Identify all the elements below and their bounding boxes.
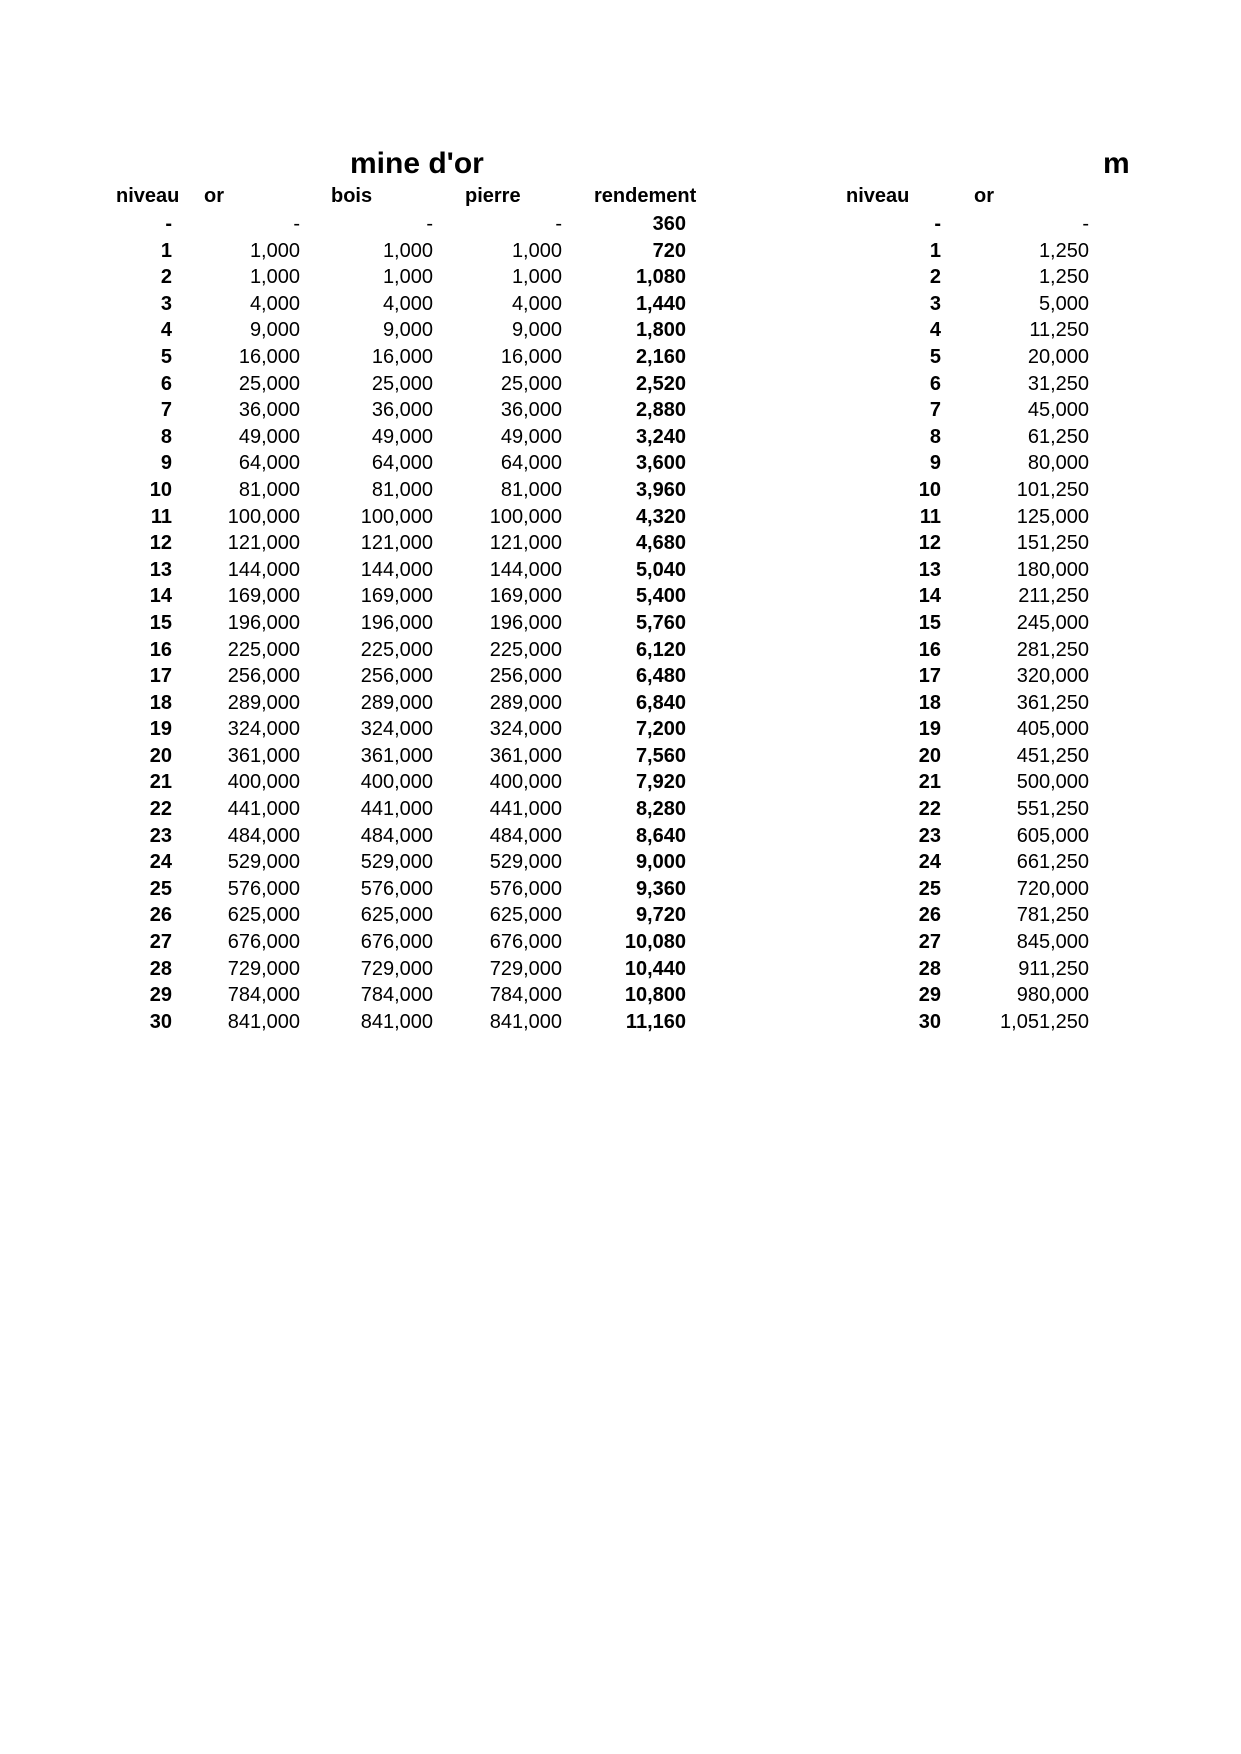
header-bois: bois	[331, 185, 373, 207]
table-row	[0, 423, 1241, 450]
table-cell: 11,250	[1029, 319, 1089, 342]
table-cell: 360	[652, 213, 686, 235]
table-cell: 16	[918, 638, 941, 661]
table-cell: 121,000	[227, 532, 300, 555]
table-cell: 14	[918, 585, 941, 608]
table-cell: 451,250	[1016, 744, 1089, 767]
table-cell: 169,000	[489, 585, 562, 608]
table-cell: 10,080	[624, 931, 686, 954]
table-cell: 196,000	[227, 611, 300, 634]
table-cell: 720,000	[1016, 877, 1089, 900]
table-cell: 529,000	[489, 851, 562, 874]
table-cell: 1	[160, 239, 172, 262]
table-cell: 6	[929, 372, 941, 395]
table-cell: 21	[149, 771, 172, 794]
table-cell: 5,000	[1038, 292, 1089, 315]
table-cell: 576,000	[489, 877, 562, 900]
table-cell: 320,000	[1016, 665, 1089, 688]
table-cell: 8	[929, 425, 941, 448]
table-cell: 169,000	[227, 585, 300, 608]
table-cell: 1,440	[635, 292, 686, 315]
table-cell: 9,000	[249, 319, 300, 342]
header-niveau-2: niveau	[846, 185, 910, 207]
table-cell: 80,000	[1027, 452, 1089, 475]
table-cell: 23	[149, 824, 172, 847]
table-cell: 24	[149, 851, 172, 874]
table-cell: 81,000	[238, 478, 300, 501]
table-row	[0, 529, 1241, 556]
table-cell: 64,000	[371, 452, 433, 475]
table-cell: 3,960	[635, 478, 686, 501]
table-cell: 5	[929, 345, 941, 368]
table-cell: 22	[918, 798, 941, 821]
table-cell: 16	[149, 638, 172, 661]
header-niveau: niveau	[116, 185, 180, 207]
table-cell: 17	[918, 665, 941, 688]
table-cell: 605,000	[1016, 824, 1089, 847]
table-cell: 81,000	[500, 478, 562, 501]
table-cell: 324,000	[489, 718, 562, 741]
table-cell: 289,000	[360, 691, 433, 714]
header-or-2: or	[974, 185, 994, 207]
table-cell: 6,120	[635, 638, 686, 661]
table-cell: 361,250	[1016, 691, 1089, 714]
table-cell: 10,800	[624, 984, 686, 1007]
table-cell: 29	[149, 984, 172, 1007]
table-cell: 676,000	[489, 931, 562, 954]
table-cell: -	[1082, 213, 1089, 235]
table-cell: 1,000	[511, 239, 562, 262]
table-cell: 49,000	[238, 425, 300, 448]
table-cell: 12	[918, 532, 941, 555]
table-cell: 1,000	[382, 239, 433, 262]
table-cell: 180,000	[1016, 558, 1089, 581]
table-cell: 324,000	[360, 718, 433, 741]
table-cell: 1,000	[382, 266, 433, 289]
table-cell: 7,920	[635, 771, 686, 794]
table-cell: 6	[160, 372, 172, 395]
table-cell: 121,000	[360, 532, 433, 555]
table-cell: 484,000	[227, 824, 300, 847]
table-cell: 5,040	[635, 558, 686, 581]
table-cell: 100,000	[227, 505, 300, 528]
table-cell: 13	[918, 558, 941, 581]
table-cell: 2,520	[635, 372, 686, 395]
table-row	[0, 582, 1241, 609]
table-cell: 9,000	[511, 319, 562, 342]
table-cell: 2	[160, 266, 172, 289]
table-cell: 211,250	[1018, 585, 1089, 608]
table-cell: 576,000	[360, 877, 433, 900]
table-cell: 441,000	[360, 798, 433, 821]
table-cell: 27	[149, 931, 172, 954]
table-cell: 36,000	[371, 399, 433, 422]
table-cell: 6,480	[635, 665, 686, 688]
table-cell: 784,000	[227, 984, 300, 1007]
table-cell: 1,250	[1038, 266, 1089, 289]
table-cell: 1,800	[635, 319, 686, 342]
table-cell: -	[934, 213, 941, 235]
table-cell: 405,000	[1016, 718, 1089, 741]
table-cell: 17	[149, 665, 172, 688]
table-cell: 16,000	[371, 345, 433, 368]
table-cell: 720	[652, 239, 686, 262]
table-cell: 441,000	[489, 798, 562, 821]
table-row	[0, 210, 1241, 237]
table-cell: 361,000	[489, 744, 562, 767]
table-cell: 25,000	[500, 372, 562, 395]
table-cell: 9	[160, 452, 172, 475]
table-cell: 5,760	[635, 611, 686, 634]
table-cell: 500,000	[1016, 771, 1089, 794]
table-cell: 1,250	[1038, 239, 1089, 262]
table-cell: 36,000	[238, 399, 300, 422]
table-cell: 5,400	[635, 585, 686, 608]
table-cell: 144,000	[360, 558, 433, 581]
table-cell: 20,000	[1027, 345, 1089, 368]
table-cell: 25	[149, 877, 172, 900]
table-cell: 3	[929, 292, 941, 315]
table-cell: 4,000	[511, 292, 562, 315]
table-cell: 225,000	[227, 638, 300, 661]
table-cell: 625,000	[489, 904, 562, 927]
table-cell: 16,000	[500, 345, 562, 368]
table-cell: 18	[149, 691, 172, 714]
table-cell: 484,000	[489, 824, 562, 847]
table-row	[0, 955, 1241, 982]
table-cell: 151,250	[1016, 532, 1089, 555]
table-row	[0, 636, 1241, 663]
table-cell: 1	[929, 239, 941, 262]
table-cell: 144,000	[489, 558, 562, 581]
table-cell: 551,250	[1016, 798, 1089, 821]
table-cell: 8	[160, 425, 172, 448]
table-row	[0, 875, 1241, 902]
table-title-mine-or: mine d'or	[350, 147, 484, 180]
table-cell: 625,000	[227, 904, 300, 927]
table-row	[0, 981, 1241, 1008]
table-cell: 20	[149, 744, 172, 767]
table-cell: 8,280	[635, 798, 686, 821]
table-cell: 256,000	[489, 665, 562, 688]
table-cell: 3,600	[635, 452, 686, 475]
table-row	[0, 396, 1241, 423]
table-cell: 841,000	[360, 1010, 433, 1033]
table-cell: 784,000	[489, 984, 562, 1007]
table-cell: 361,000	[360, 744, 433, 767]
table-cell: 661,250	[1016, 851, 1089, 874]
table-row	[0, 1008, 1241, 1035]
table-cell: 28	[918, 957, 941, 980]
table-cell: 26	[918, 904, 941, 927]
table-cell: 29	[918, 984, 941, 1007]
table-cell: 100,000	[360, 505, 433, 528]
table-cell: 26	[149, 904, 172, 927]
table-row	[0, 370, 1241, 397]
table-cell: 3	[160, 292, 172, 315]
table-row	[0, 609, 1241, 636]
table-cell: 10,440	[624, 957, 686, 980]
table-cell: 529,000	[227, 851, 300, 874]
table-cell: 28	[149, 957, 172, 980]
table-row	[0, 768, 1241, 795]
table-cell: 676,000	[227, 931, 300, 954]
table-cell: 14	[149, 585, 172, 608]
table-cell: 25,000	[371, 372, 433, 395]
table-cell: 144,000	[227, 558, 300, 581]
table-cell: 196,000	[489, 611, 562, 634]
table-cell: 169,000	[360, 585, 433, 608]
table-cell: 2,880	[635, 399, 686, 422]
table-row	[0, 742, 1241, 769]
table-cell: 1,051,250	[1000, 1010, 1089, 1033]
table-row	[0, 449, 1241, 476]
table-cell: 256,000	[227, 665, 300, 688]
table-cell: 841,000	[489, 1010, 562, 1033]
table-cell: 324,000	[227, 718, 300, 741]
table-cell: 61,250	[1027, 425, 1089, 448]
table-cell: 9,000	[382, 319, 433, 342]
data-rows	[0, 210, 1241, 1034]
table-row	[0, 662, 1241, 689]
table-row	[0, 901, 1241, 928]
table-row	[0, 715, 1241, 742]
table-cell: 7	[929, 399, 941, 422]
table-row	[0, 343, 1241, 370]
table-cell: 6,840	[635, 691, 686, 714]
table-row	[0, 556, 1241, 583]
table-cell: 3,240	[635, 425, 686, 448]
table-row	[0, 848, 1241, 875]
table-row	[0, 928, 1241, 955]
table-cell: 729,000	[360, 957, 433, 980]
table-cell: 729,000	[227, 957, 300, 980]
table-cell: 9	[929, 452, 941, 475]
table-cell: 225,000	[360, 638, 433, 661]
table-cell: 12	[149, 532, 172, 555]
table-row	[0, 503, 1241, 530]
table-cell: 7,560	[635, 744, 686, 767]
table-cell: 19	[149, 718, 172, 741]
table-row	[0, 290, 1241, 317]
table-cell: 8,640	[635, 824, 686, 847]
table-cell: 30	[149, 1010, 172, 1033]
table-row	[0, 316, 1241, 343]
table-cell: 484,000	[360, 824, 433, 847]
table-cell: 845,000	[1016, 931, 1089, 954]
table-cell: 529,000	[360, 851, 433, 874]
table-cell: 225,000	[489, 638, 562, 661]
table-cell: 10	[149, 478, 172, 501]
table-cell: 289,000	[227, 691, 300, 714]
table-cell: 18	[918, 691, 941, 714]
table-cell: 256,000	[360, 665, 433, 688]
table-cell: 45,000	[1027, 399, 1089, 422]
table-cell: 4,000	[382, 292, 433, 315]
table-row	[0, 237, 1241, 264]
table-cell: 49,000	[500, 425, 562, 448]
table-cell: 20	[918, 744, 941, 767]
table-cell: 980,000	[1016, 984, 1089, 1007]
table-cell: 576,000	[227, 877, 300, 900]
table-cell: 11,160	[625, 1010, 686, 1033]
table-cell: 400,000	[227, 771, 300, 794]
table-cell: 15	[918, 611, 941, 634]
table-cell: 441,000	[227, 798, 300, 821]
table-row	[0, 822, 1241, 849]
table-cell: 7,200	[635, 718, 686, 741]
table-cell: 121,000	[489, 532, 562, 555]
table-cell: 289,000	[489, 691, 562, 714]
table-cell: 4,320	[635, 505, 686, 528]
table-cell: 1,080	[635, 266, 686, 289]
table-cell: 64,000	[500, 452, 562, 475]
header-pierre: pierre	[465, 185, 521, 207]
table-cell: 16,000	[238, 345, 300, 368]
table-cell: -	[165, 213, 172, 235]
table-cell: 27	[918, 931, 941, 954]
table-cell: 24	[918, 851, 941, 874]
table-cell: 911,250	[1018, 957, 1089, 980]
table-cell: 30	[918, 1010, 941, 1033]
table-cell: 25,000	[238, 372, 300, 395]
table-cell: 1,000	[249, 266, 300, 289]
table-cell: 625,000	[360, 904, 433, 927]
table-cell: 25	[918, 877, 941, 900]
table-row	[0, 263, 1241, 290]
table-cell: -	[426, 213, 433, 235]
table-cell: 22	[149, 798, 172, 821]
table-cell: 2	[929, 266, 941, 289]
table-row	[0, 795, 1241, 822]
table-cell: 2,160	[635, 345, 686, 368]
table-cell: 36,000	[500, 399, 562, 422]
table-cell: 4,000	[249, 292, 300, 315]
table-cell: 9,720	[635, 904, 686, 927]
table-cell: 196,000	[360, 611, 433, 634]
table-cell: 81,000	[371, 478, 433, 501]
header-rendement: rendement	[594, 185, 697, 207]
table-cell: 23	[918, 824, 941, 847]
table-cell: 5	[160, 345, 172, 368]
table-cell: 4,680	[635, 532, 686, 555]
table-cell: 784,000	[360, 984, 433, 1007]
table-cell: 100,000	[489, 505, 562, 528]
table-cell: 15	[149, 611, 172, 634]
table-cell: 9,000	[635, 851, 686, 874]
table-cell: 841,000	[227, 1010, 300, 1033]
table-cell: 11	[919, 505, 941, 528]
table-cell: 4	[160, 319, 172, 342]
table-cell: 13	[149, 558, 172, 581]
table-cell: 4	[929, 319, 941, 342]
table-cell: -	[555, 213, 562, 235]
table-cell: 64,000	[238, 452, 300, 475]
table-cell: 19	[918, 718, 941, 741]
table-cell: 7	[160, 399, 172, 422]
table-cell: 400,000	[489, 771, 562, 794]
table-title-second: m	[1103, 147, 1130, 180]
table-cell: 781,250	[1016, 904, 1089, 927]
table-cell: 281,250	[1016, 638, 1089, 661]
table-row	[0, 689, 1241, 716]
table-cell: 10	[918, 478, 941, 501]
table-cell: 245,000	[1016, 611, 1089, 634]
table-cell: -	[293, 213, 300, 235]
table-cell: 125,000	[1016, 505, 1089, 528]
table-cell: 400,000	[360, 771, 433, 794]
table-cell: 49,000	[371, 425, 433, 448]
table-cell: 21	[918, 771, 941, 794]
header-or: or	[204, 185, 224, 207]
table-row	[0, 476, 1241, 503]
table-cell: 101,250	[1016, 478, 1089, 501]
table-cell: 9,360	[635, 877, 686, 900]
table-cell: 361,000	[227, 744, 300, 767]
table-cell: 729,000	[489, 957, 562, 980]
table-cell: 11	[150, 505, 172, 528]
table-cell: 1,000	[249, 239, 300, 262]
table-cell: 676,000	[360, 931, 433, 954]
table-cell: 1,000	[511, 266, 562, 289]
table-cell: 31,250	[1027, 372, 1089, 395]
